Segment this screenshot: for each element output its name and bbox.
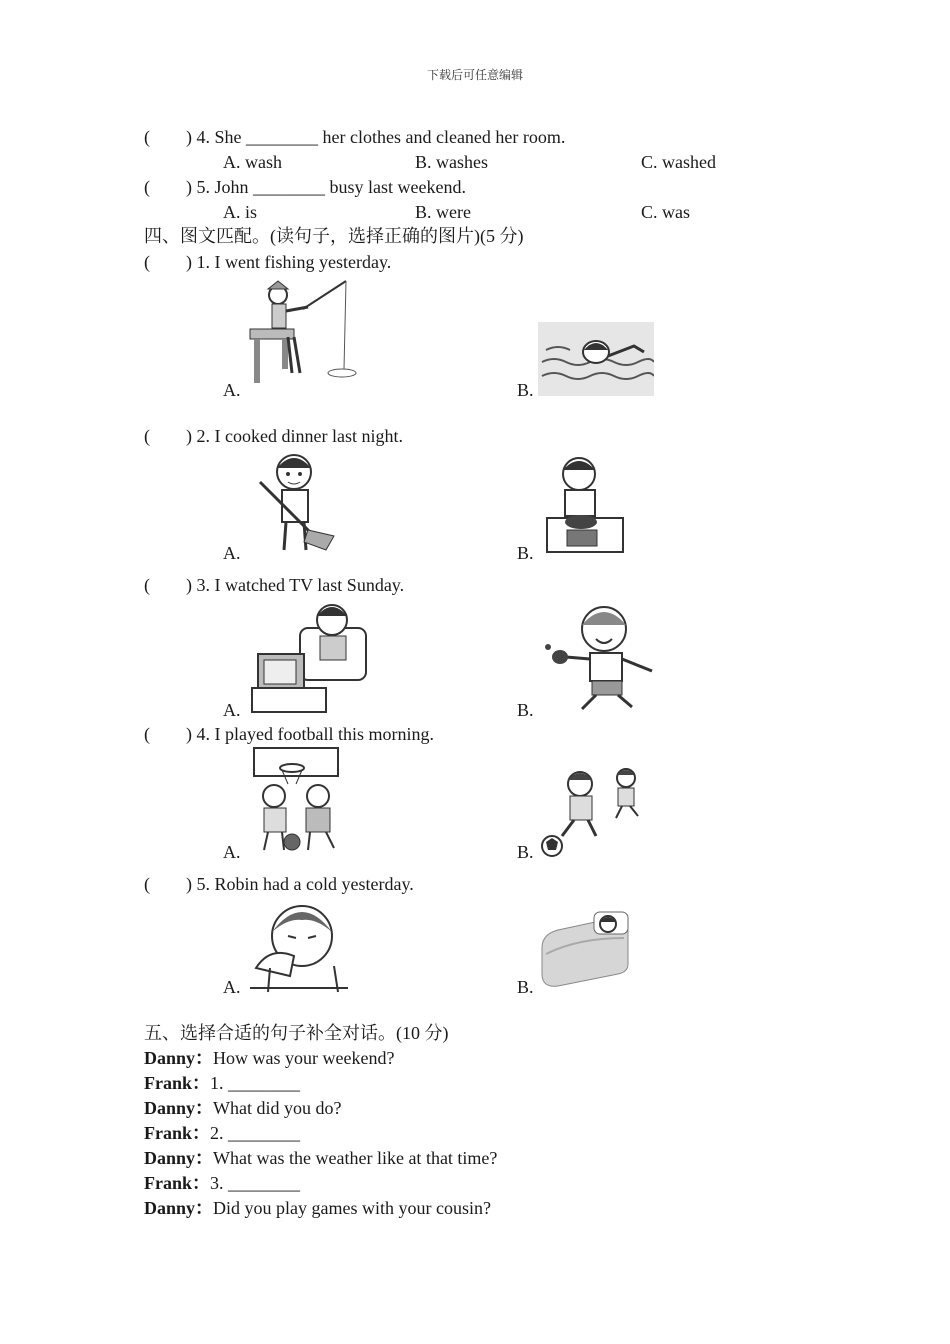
match-item-2: ( ) 2. I cooked dinner last night.: [144, 426, 403, 446]
option-c: C. was: [641, 202, 690, 222]
dialogue-text: What did you do?: [213, 1098, 342, 1118]
choice-a-label: A.: [223, 543, 241, 563]
dialogue-blank[interactable]: 3. ________: [210, 1173, 301, 1193]
speaker-name: Danny：: [144, 1048, 214, 1068]
page-header: 下载后可任意编辑: [426, 68, 523, 82]
answer-paren-close: ): [186, 177, 192, 197]
item-text: 3. I watched TV last Sunday.: [196, 575, 405, 595]
kids-basketball-icon: [250, 746, 348, 856]
answer-paren-close: ): [186, 127, 192, 147]
choice-b-label: B.: [517, 700, 534, 720]
match-item-4: ( ) 4. I played football this morning.: [144, 724, 434, 744]
option-a: A. wash: [223, 152, 282, 172]
question-text: 5. John ________ busy last weekend.: [196, 177, 466, 197]
dialogue-line: [144, 1096, 342, 1120]
choice-a-label: A.: [223, 380, 241, 400]
speaker-name: Frank：: [144, 1123, 211, 1143]
item-text: 2. I cooked dinner last night.: [196, 426, 403, 446]
choice-a-label: A.: [223, 977, 241, 997]
section-4-title: 四、图文匹配。(读句子，选择正确的图片)(5 分): [144, 226, 524, 246]
dialogue-blank[interactable]: 2. ________: [210, 1123, 301, 1143]
choice-b-label: B.: [517, 543, 534, 563]
dialogue-text: How was your weekend?: [213, 1048, 395, 1068]
boy-in-bed-icon: [538, 908, 632, 990]
choice-a-label: A.: [223, 700, 241, 720]
question-5: [144, 175, 466, 199]
choice-b-label: B.: [517, 380, 534, 400]
speaker-name: Danny：: [144, 1148, 214, 1168]
item-text: 4. I played football this morning.: [196, 724, 434, 744]
dialogue-line: [144, 1046, 394, 1070]
speaker-name: Danny：: [144, 1198, 214, 1218]
section-5-title: 五、选择合适的句子补全对话。(10 分): [144, 1023, 449, 1043]
match-item-5: ( ) 5. Robin had a cold yesterday.: [144, 874, 414, 894]
boy-fishing-icon: [248, 277, 358, 385]
boy-table-tennis-icon: [542, 601, 660, 713]
question-text: 4. She ________ her clothes and cleaned her room.: [196, 127, 566, 147]
speaker-name: Frank：: [144, 1173, 211, 1193]
match-item-3: ( ) 3. I watched TV last Sunday.: [144, 575, 405, 595]
choice-b-label: B.: [517, 977, 534, 997]
option-c: C. washed: [641, 152, 716, 172]
question-4: [144, 125, 565, 149]
item-text: 1. I went fishing yesterday.: [196, 252, 392, 272]
choice-b-label: B.: [517, 842, 534, 862]
dialogue-text: What was the weather like at that time?: [213, 1148, 498, 1168]
dialogue-line: [144, 1196, 491, 1220]
dialogue-line: [144, 1146, 497, 1170]
boy-watching-tv-icon: [250, 598, 374, 716]
option-b: B. washes: [415, 152, 488, 172]
kids-football-icon: [540, 766, 652, 858]
dialogue-blank[interactable]: 1. ________: [210, 1073, 301, 1093]
choice-a-label: A.: [223, 842, 241, 862]
dialogue-line: [144, 1121, 300, 1145]
dialogue-line: [144, 1171, 300, 1195]
match-item-1: ( ) 1. I went fishing yesterday.: [144, 252, 392, 272]
option-b: B. were: [415, 202, 471, 222]
dialogue-line: [144, 1071, 300, 1095]
dialogue-text: Did you play games with your cousin?: [213, 1198, 491, 1218]
speaker-name: Frank：: [144, 1073, 211, 1093]
boy-sweeping-icon: [250, 446, 342, 554]
item-text: 5. Robin had a cold yesterday.: [196, 874, 414, 894]
person-swimming-icon: [538, 322, 654, 396]
answer-paren-open: (: [144, 127, 150, 147]
speaker-name: Danny：: [144, 1098, 214, 1118]
boy-cooking-icon: [545, 452, 625, 556]
answer-paren-open: (: [144, 177, 150, 197]
boy-sneezing-icon: [250, 896, 350, 994]
option-a: A. is: [223, 202, 258, 222]
